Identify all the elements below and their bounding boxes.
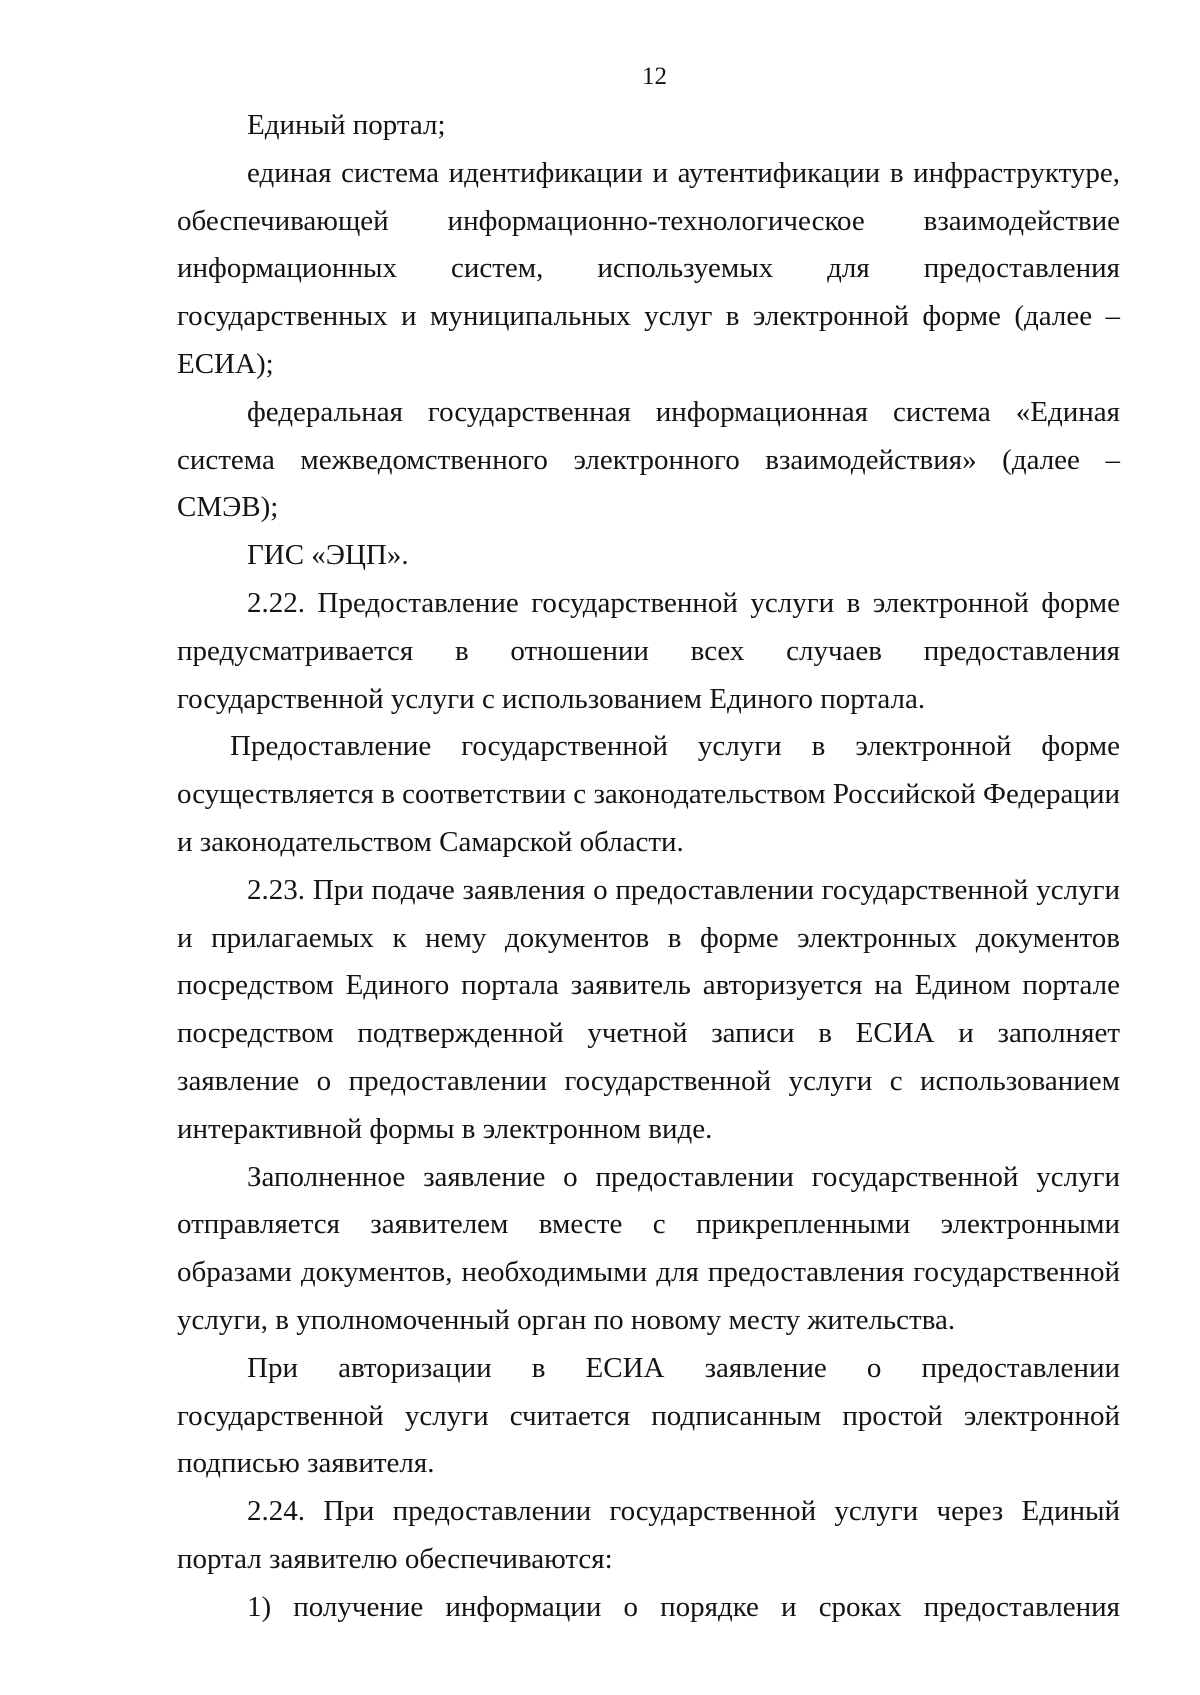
paragraph-gis-ecp: ГИС «ЭЦП».	[247, 539, 409, 572]
document-body	[177, 102, 1120, 1632]
paragraph-esia: единая система идентификации и аутентификации в инфраструктуре, обеспечивающей информационно-технологическое взаимодействие информационных систем, используемых для предоставления государственных и муниципальных услуг в электронной форме (далее – ЕСИА);	[177, 156, 1120, 380]
page-number: 12	[642, 63, 667, 90]
paragraph-electronic-form-legislation: Предоставление государственной услуги в электронной форме осуществляется в соответствии с законодательством Российской Федерации и законодательством Самарской области.	[177, 730, 1120, 858]
paragraph-2-22: 2.22. Предоставление государственной услуги в электронной форме предусматривается в отношении всех случаев предоставления государственной услуги с использованием Единого портала.	[177, 586, 1120, 715]
paragraph-smev: федеральная государственная информационная система «Единая система межведомственного электронного взаимодействия» (далее – СМЭВ);	[177, 395, 1120, 524]
paragraph-2-23: 2.23. При подаче заявления о предоставлении государственной услуги и прилагаемых к нему документов в форме электронных документов посредством Единого портала заявитель авторизуется на Едином портале посредством подтвержденной учетной записи в ЕСИА и заполняет заявление о предоставлении государственной услуги с использованием интерактивной формы в электронном виде.	[177, 873, 1120, 1145]
paragraph-completed-application: Заполненное заявление о предоставлении государственной услуги отправляется заявителем вместе с прикрепленными электронными образами документов, необходимыми для предоставления государственной услуги, в уполномоченный орган по новому месту жительства.	[177, 1160, 1120, 1336]
paragraph-unified-portal: Единый портал;	[247, 109, 446, 141]
paragraph-2-24: 2.24. При предоставлении государственной услуги через Единый портал заявителю обеспечиваются:	[177, 1495, 1120, 1575]
paragraph-esia-signature: При авторизации в ЕСИА заявление о предоставлении государственной услуги считается подписанным простой электронной подписью заявителя.	[177, 1351, 1120, 1480]
paragraph-item-1: 1) получение информации о порядке и сроках предоставления	[247, 1590, 1120, 1623]
